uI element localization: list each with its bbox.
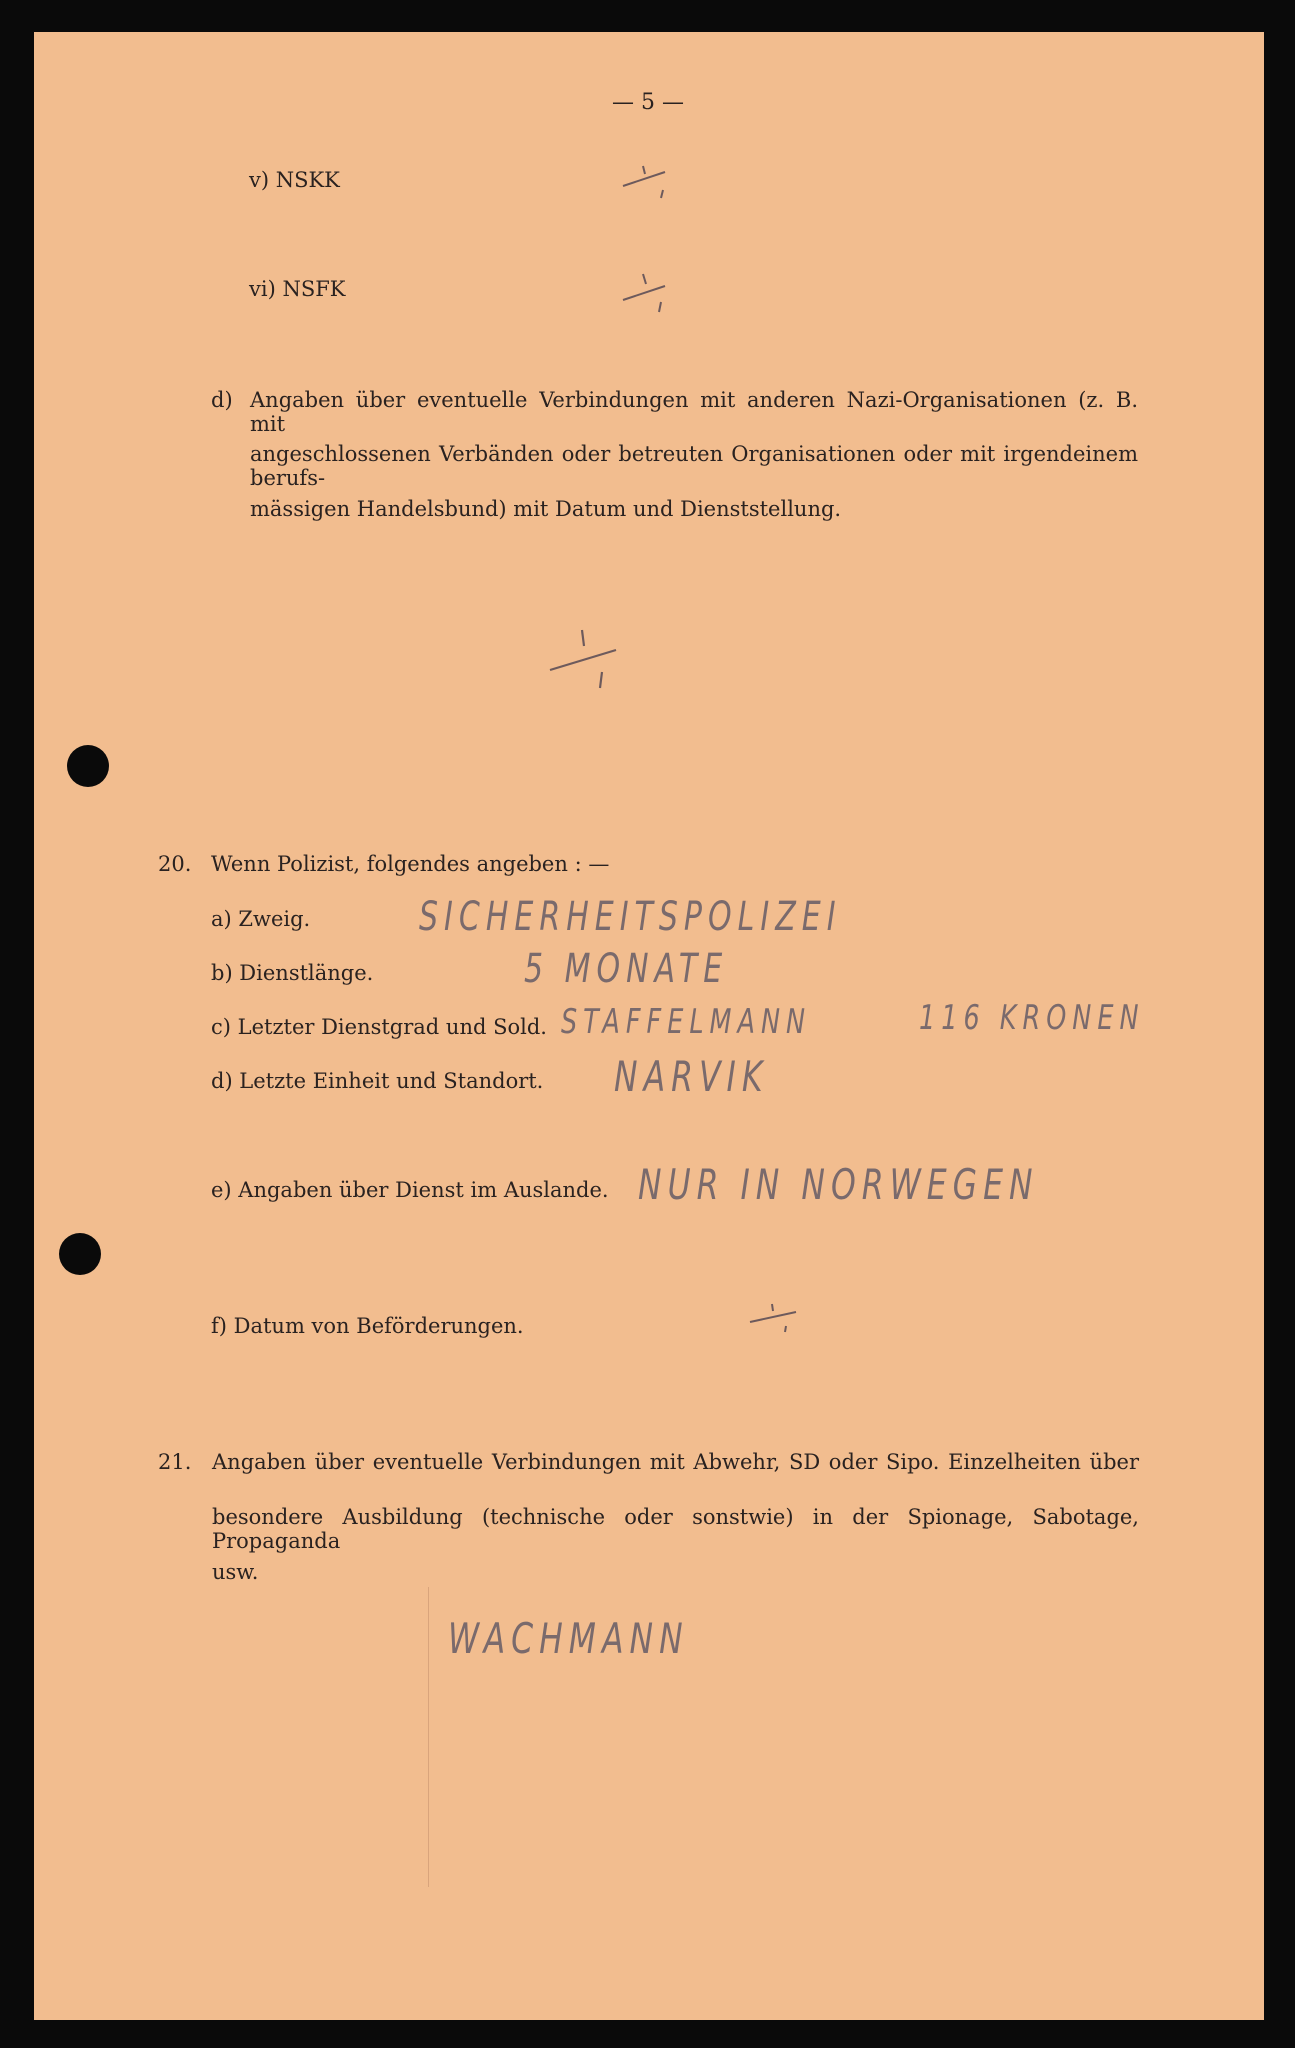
- q20-a-answer: SICHERHEITSPOLIZEI: [419, 894, 842, 940]
- punch-hole-lower: [59, 1233, 101, 1275]
- faint-vertical-rule: [428, 1587, 429, 1887]
- punch-hole-upper: [67, 745, 109, 787]
- item-vi-label: vi) NSFK: [249, 277, 346, 301]
- item-d-line-1: Angaben über eventuelle Verbindungen mit anderen Nazi-Organisationen (z. B. mit: [250, 388, 1138, 436]
- page-number: — 5 —: [612, 90, 684, 115]
- q21-line-3: usw.: [212, 1560, 259, 1584]
- q20-a-label: a) Zweig.: [211, 907, 311, 931]
- q20-d-label: d) Letzte Einheit und Standort.: [211, 1069, 544, 1093]
- q21-number: 21.: [158, 1450, 192, 1474]
- q20-c-answer-2: 116 KRONEN: [919, 998, 1145, 1038]
- item-d-line-3: mässigen Handelsbund) mit Datum und Dienststellung.: [250, 497, 842, 521]
- q20-c-answer: STAFFELMANN: [561, 1002, 812, 1042]
- q20-d-answer: NARVIK: [614, 1052, 769, 1101]
- q20-e-label: e) Angaben über Dienst im Auslande.: [211, 1178, 609, 1202]
- q20-heading: Wenn Polizist, folgendes angeben : —: [211, 852, 610, 876]
- q20-b-answer: 5 MONATE: [524, 946, 729, 992]
- document-page: [34, 32, 1264, 2020]
- item-vi-answer-dash-mark: [619, 270, 679, 314]
- item-d-answer-dash-mark: [546, 624, 626, 694]
- q21-line-2: besondere Ausbildung (technische oder sonstwie) in der Spionage, Sabotage, Propaganda: [212, 1505, 1139, 1553]
- q21-line-1: Angaben über eventuelle Verbindungen mit Abwehr, SD oder Sipo. Einzelheiten über: [212, 1450, 1139, 1474]
- q20-number: 20.: [158, 852, 192, 876]
- q20-f-answer-dash-mark: [746, 1300, 806, 1340]
- item-v-label: v) NSKK: [249, 168, 340, 192]
- q20-b-label: b) Dienstlänge.: [211, 961, 374, 985]
- item-d-line-2: angeschlossenen Verbänden oder betreuten Organisationen oder mit irgendeinem berufs-: [250, 442, 1138, 490]
- q20-c-label: c) Letzter Dienstgrad und Sold.: [211, 1015, 547, 1039]
- q21-answer: WACHMANN: [448, 1614, 689, 1663]
- item-d-marker: d): [211, 388, 233, 412]
- item-v-answer-dash-mark: [619, 162, 679, 202]
- q20-f-label: f) Datum von Beförderungen.: [211, 1314, 524, 1338]
- q20-e-answer: NUR IN NORWEGEN: [638, 1160, 1039, 1209]
